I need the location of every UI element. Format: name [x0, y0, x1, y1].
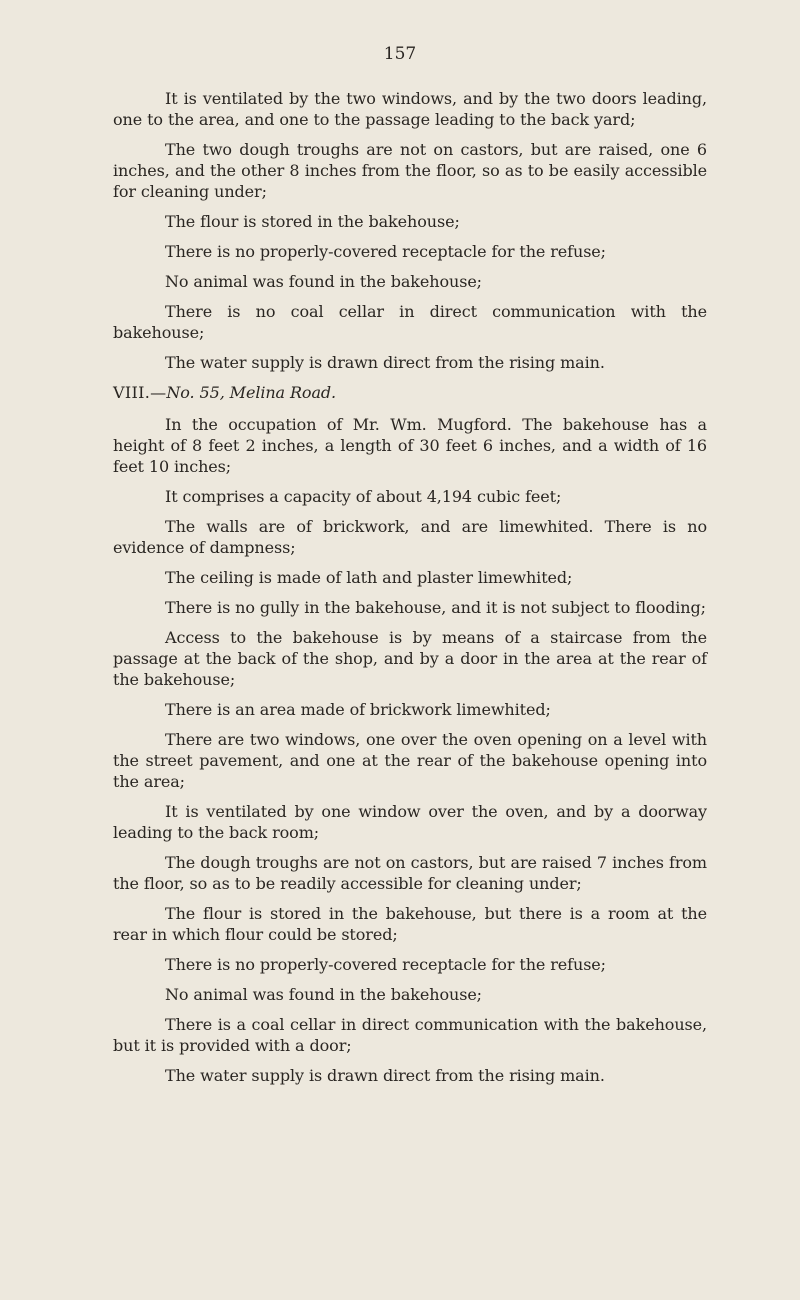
paragraph: There is no properly-covered receptacle for the refuse;	[165, 242, 606, 261]
paragraph: Access to the bakehouse is by means of a staircase from the passage at the back of the shop, and by a door in the area at the rear of the bakehouse;	[113, 628, 707, 689]
page-number: 157	[383, 44, 417, 64]
paragraph: It is ventilated by the two windows, and by the two doors leading, one to the area, and one to the passage leading to the back yard;	[113, 89, 707, 129]
paragraph: There is no properly-covered receptacle for the refuse;	[165, 955, 606, 974]
section-heading	[113, 382, 707, 403]
paragraph: No animal was found in the bakehouse;	[165, 985, 482, 1004]
paragraph: The walls are of brickwork, and are limewhited. There is no evidence of dampness;	[113, 517, 707, 557]
paragraph: The flour is stored in the bakehouse, but there is a room at the rear in which flour could be stored;	[113, 904, 707, 944]
paragraph: There is no gully in the bakehouse, and it is not subject to flooding;	[165, 598, 706, 617]
paragraph: There is no coal cellar in direct communication with the bakehouse;	[113, 302, 707, 342]
paragraph: No animal was found in the bakehouse;	[165, 272, 482, 291]
body-text	[113, 88, 707, 1095]
paragraph: It is ventilated by one window over the oven, and by a doorway leading to the back room;	[113, 802, 707, 842]
paragraph: There are two windows, one over the oven opening on a level with the street pavement, and one at the rear of the bakehouse opening into the area;	[113, 730, 707, 791]
paragraph: In the occupation of Mr. Wm. Mugford. The bakehouse has a height of 8 feet 2 inches, a length of 30 feet 6 inches, and a width of 16 feet 10 inches;	[113, 415, 707, 476]
paragraph: The flour is stored in the bakehouse;	[165, 212, 460, 231]
paragraph: The water supply is drawn direct from the rising main.	[165, 353, 605, 372]
section-number: VIII.—	[113, 383, 167, 402]
paragraph: It comprises a capacity of about 4,194 cubic feet;	[165, 487, 562, 506]
paragraph: There is a coal cellar in direct communication with the bakehouse, but it is provided with a door;	[113, 1015, 707, 1055]
paragraph: The water supply is drawn direct from the rising main.	[165, 1066, 605, 1085]
paragraph: The two dough troughs are not on castors, but are raised, one 6 inches, and the other 8 inches from the floor, so as to be easily accessible for cleaning under;	[113, 140, 707, 201]
paragraph: The dough troughs are not on castors, but are raised 7 inches from the floor, so as to be readily accessible for cleaning under;	[113, 853, 707, 893]
paragraph: The ceiling is made of lath and plaster limewhited;	[165, 568, 573, 587]
paragraph: There is an area made of brickwork limewhited;	[165, 700, 551, 719]
section-address: No. 55, Melina Road.	[166, 383, 337, 402]
